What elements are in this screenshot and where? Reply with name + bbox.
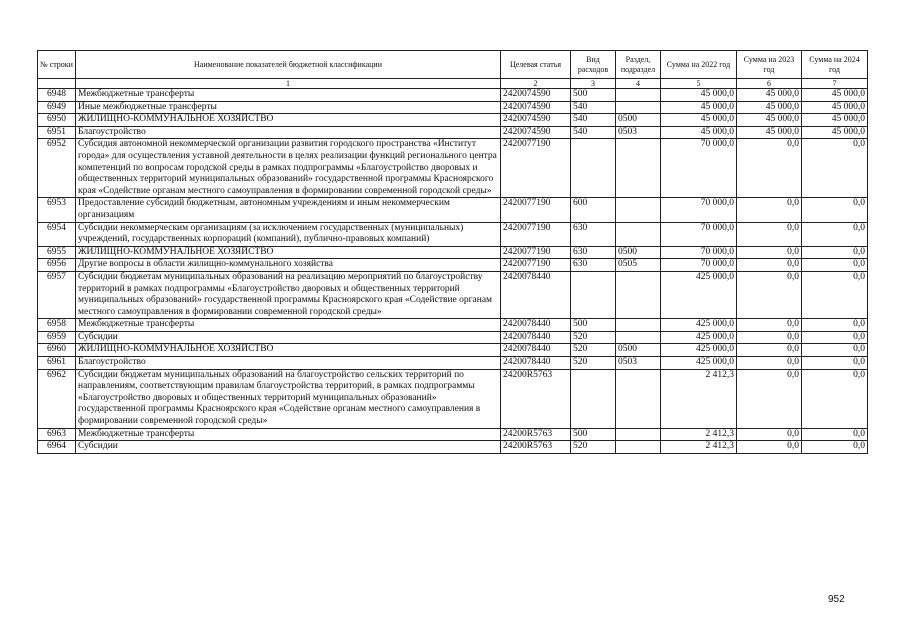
cell-expense-type	[571, 139, 616, 198]
cell-row-number: 6964	[38, 441, 76, 454]
table-row	[38, 89, 868, 102]
cell-target-article: 2420074590	[501, 114, 571, 127]
cell-sum-2023: 0,0	[737, 441, 802, 454]
cell-expense-type: 630	[571, 246, 616, 259]
cell-section	[616, 89, 661, 102]
table-row	[38, 114, 868, 127]
cell-sum-2023: 0,0	[737, 319, 802, 332]
cell-expense-type	[571, 271, 616, 318]
cell-indicator-name: ЖИЛИЩНО-КОММУНАЛЬНОЕ ХОЗЯЙСТВО	[76, 246, 501, 259]
cell-sum-2022: 45 000,0	[661, 101, 737, 114]
cell-target-article: 2420077190	[501, 259, 571, 272]
cell-sum-2023: 45 000,0	[737, 114, 802, 127]
cell-row-number: 6962	[38, 369, 76, 428]
cell-expense-type: 520	[571, 331, 616, 344]
header-sum-2022: Сумма на 2022 год	[661, 51, 737, 79]
cell-sum-2024: 0,0	[802, 319, 868, 332]
cell-expense-type: 630	[571, 222, 616, 246]
cell-sum-2023: 45 000,0	[737, 89, 802, 102]
cell-expense-type: 500	[571, 89, 616, 102]
cell-sum-2023: 0,0	[737, 246, 802, 259]
cell-indicator-name: Межбюджетные трансферты	[76, 89, 501, 102]
cell-sum-2022: 70 000,0	[661, 139, 737, 198]
table-row	[38, 126, 868, 139]
header-target: Целевая статья	[501, 51, 571, 79]
table-row	[38, 101, 868, 114]
cell-sum-2022: 425 000,0	[661, 271, 737, 318]
cell-sum-2024: 45 000,0	[802, 114, 868, 127]
table-row	[38, 369, 868, 428]
cell-target-article: 2420074590	[501, 126, 571, 139]
cell-row-number: 6950	[38, 114, 76, 127]
cell-sum-2023: 0,0	[737, 357, 802, 370]
table-row	[38, 271, 868, 318]
cell-row-number: 6959	[38, 331, 76, 344]
column-number: 2	[501, 79, 571, 89]
cell-row-number: 6954	[38, 222, 76, 246]
cell-section: 0505	[616, 259, 661, 272]
cell-expense-type: 500	[571, 319, 616, 332]
cell-indicator-name: Межбюджетные трансферты	[76, 319, 501, 332]
header-sum-2023: Сумма на 2023 год	[737, 51, 802, 79]
cell-expense-type: 630	[571, 259, 616, 272]
cell-sum-2024: 0,0	[802, 344, 868, 357]
cell-row-number: 6960	[38, 344, 76, 357]
cell-section	[616, 139, 661, 198]
cell-row-number: 6957	[38, 271, 76, 318]
cell-sum-2023: 0,0	[737, 198, 802, 222]
cell-sum-2024: 45 000,0	[802, 89, 868, 102]
cell-sum-2022: 70 000,0	[661, 259, 737, 272]
cell-sum-2024: 0,0	[802, 428, 868, 441]
column-number	[38, 79, 76, 89]
column-number-row	[38, 79, 868, 89]
cell-indicator-name: Благоустройство	[76, 126, 501, 139]
cell-sum-2024: 0,0	[802, 369, 868, 428]
cell-target-article: 2420077190	[501, 139, 571, 198]
cell-sum-2024: 0,0	[802, 271, 868, 318]
cell-section	[616, 428, 661, 441]
cell-row-number: 6955	[38, 246, 76, 259]
cell-sum-2023: 0,0	[737, 139, 802, 198]
table-row	[38, 357, 868, 370]
table-row	[38, 139, 868, 198]
header-sum-2024: Сумма на 2024 год	[802, 51, 868, 79]
cell-row-number: 6963	[38, 428, 76, 441]
cell-sum-2022: 45 000,0	[661, 114, 737, 127]
cell-expense-type: 540	[571, 126, 616, 139]
cell-section	[616, 222, 661, 246]
column-number: 3	[571, 79, 616, 89]
cell-sum-2024: 0,0	[802, 246, 868, 259]
cell-row-number: 6948	[38, 89, 76, 102]
header-name: Наименование показателей бюджетной классификации	[76, 51, 501, 79]
cell-row-number: 6949	[38, 101, 76, 114]
cell-sum-2022: 2 412,3	[661, 441, 737, 454]
cell-sum-2023: 0,0	[737, 428, 802, 441]
cell-sum-2024: 0,0	[802, 222, 868, 246]
cell-section: 0503	[616, 357, 661, 370]
column-number: 4	[616, 79, 661, 89]
cell-sum-2022: 425 000,0	[661, 331, 737, 344]
cell-sum-2024: 0,0	[802, 259, 868, 272]
cell-indicator-name: Субсидии бюджетам муниципальных образований на благоустройство сельских территорий по направлениям, соответствующим правилам благоустройства территорий, в рамках подпрограммы «Благоустройство дворовых и общественных территорий муниципальных образований» государственной программы Красноярского края «Содействие органам местного самоуправления в формировании современной городской среды»	[76, 369, 501, 428]
cell-expense-type: 520	[571, 441, 616, 454]
cell-sum-2024: 45 000,0	[802, 101, 868, 114]
cell-indicator-name: Субсидии некоммерческим организациям (за исключением государственных (муниципальных) учреждений, государственных корпораций (компаний), публично-правовых компаний)	[76, 222, 501, 246]
cell-section	[616, 331, 661, 344]
cell-indicator-name: Предоставление субсидий бюджетным, автономным учреждениям и иным некоммерческим организациям	[76, 198, 501, 222]
cell-sum-2022: 70 000,0	[661, 198, 737, 222]
cell-section: 0500	[616, 246, 661, 259]
cell-expense-type: 520	[571, 344, 616, 357]
cell-row-number: 6953	[38, 198, 76, 222]
cell-indicator-name: Благоустройство	[76, 357, 501, 370]
cell-sum-2024: 45 000,0	[802, 126, 868, 139]
cell-section	[616, 101, 661, 114]
cell-target-article: 24200R5763	[501, 441, 571, 454]
cell-target-article: 2420078440	[501, 331, 571, 344]
cell-section: 0503	[616, 126, 661, 139]
cell-target-article: 2420078440	[501, 344, 571, 357]
column-number: 5	[661, 79, 737, 89]
cell-sum-2022: 425 000,0	[661, 344, 737, 357]
cell-target-article: 2420078440	[501, 319, 571, 332]
cell-sum-2023: 0,0	[737, 271, 802, 318]
cell-sum-2022: 2 412,3	[661, 428, 737, 441]
table-row	[38, 428, 868, 441]
header-razdel: Раздел, подраздел	[616, 51, 661, 79]
cell-sum-2023: 45 000,0	[737, 101, 802, 114]
cell-target-article: 2420077190	[501, 222, 571, 246]
header-vid: Вид расходов	[571, 51, 616, 79]
cell-target-article: 2420077190	[501, 198, 571, 222]
cell-indicator-name: ЖИЛИЩНО-КОММУНАЛЬНОЕ ХОЗЯЙСТВО	[76, 344, 501, 357]
cell-expense-type: 540	[571, 101, 616, 114]
cell-target-article: 2420077190	[501, 246, 571, 259]
cell-indicator-name: Субсидия автономной некоммерческой организации развития городского пространства «Институт города» для осуществления уставной деятельности в целях реализации функций регионального центра компетенций по вопросам городской среды в рамках подпрограммы «Благоустройство дворовых и общественных территорий муниципальных образований» государственной программы Красноярского края «Содействие органам местного самоуправления в формировании современной городской среды»	[76, 139, 501, 198]
cell-target-article: 2420078440	[501, 357, 571, 370]
cell-indicator-name: Субсидии	[76, 331, 501, 344]
cell-sum-2022: 45 000,0	[661, 126, 737, 139]
column-number: 6	[737, 79, 802, 89]
cell-sum-2023: 0,0	[737, 259, 802, 272]
cell-target-article: 24200R5763	[501, 428, 571, 441]
cell-section	[616, 271, 661, 318]
cell-sum-2024: 0,0	[802, 441, 868, 454]
table-row	[38, 246, 868, 259]
cell-section	[616, 319, 661, 332]
cell-sum-2023: 0,0	[737, 222, 802, 246]
cell-row-number: 6961	[38, 357, 76, 370]
cell-sum-2024: 0,0	[802, 331, 868, 344]
cell-target-article: 2420074590	[501, 89, 571, 102]
cell-expense-type: 600	[571, 198, 616, 222]
cell-sum-2022: 70 000,0	[661, 246, 737, 259]
cell-sum-2023: 0,0	[737, 369, 802, 428]
cell-expense-type	[571, 369, 616, 428]
cell-sum-2024: 0,0	[802, 357, 868, 370]
cell-sum-2023: 0,0	[737, 344, 802, 357]
table-row	[38, 222, 868, 246]
table-row	[38, 259, 868, 272]
cell-section: 0500	[616, 114, 661, 127]
table-row	[38, 319, 868, 332]
cell-indicator-name: Межбюджетные трансферты	[76, 428, 501, 441]
cell-sum-2023: 0,0	[737, 331, 802, 344]
cell-indicator-name: ЖИЛИЩНО-КОММУНАЛЬНОЕ ХОЗЯЙСТВО	[76, 114, 501, 127]
cell-indicator-name: Субсидии	[76, 441, 501, 454]
cell-indicator-name: Иные межбюджетные трансферты	[76, 101, 501, 114]
cell-expense-type: 520	[571, 357, 616, 370]
column-number: 7	[802, 79, 868, 89]
column-number: 1	[76, 79, 501, 89]
page-number: 952	[828, 594, 845, 605]
cell-target-article: 2420078440	[501, 271, 571, 318]
cell-target-article: 2420074590	[501, 101, 571, 114]
cell-sum-2023: 45 000,0	[737, 126, 802, 139]
cell-target-article: 24200R5763	[501, 369, 571, 428]
budget-table	[37, 50, 868, 454]
table-row	[38, 441, 868, 454]
cell-row-number: 6952	[38, 139, 76, 198]
cell-row-number: 6958	[38, 319, 76, 332]
cell-row-number: 6951	[38, 126, 76, 139]
table-row	[38, 198, 868, 222]
cell-section	[616, 198, 661, 222]
cell-section: 0500	[616, 344, 661, 357]
cell-row-number: 6956	[38, 259, 76, 272]
cell-sum-2024: 0,0	[802, 198, 868, 222]
cell-indicator-name: Субсидии бюджетам муниципальных образований на реализацию мероприятий по благоустройству территорий в рамках подпрограммы «Благоустройство дворовых и общественных территорий муниципальных образований» государственной программы Красноярского края «Содействие органам местного самоуправления в формировании современной городской среды»	[76, 271, 501, 318]
cell-sum-2022: 70 000,0	[661, 222, 737, 246]
cell-sum-2022: 425 000,0	[661, 357, 737, 370]
table-row	[38, 331, 868, 344]
header-num: № строки	[38, 51, 76, 79]
cell-indicator-name: Другие вопросы в области жилищно-коммунального хозяйства	[76, 259, 501, 272]
header-row	[38, 51, 868, 79]
cell-sum-2022: 2 412,3	[661, 369, 737, 428]
cell-sum-2024: 0,0	[802, 139, 868, 198]
cell-expense-type: 500	[571, 428, 616, 441]
cell-section	[616, 441, 661, 454]
cell-section	[616, 369, 661, 428]
cell-expense-type: 540	[571, 114, 616, 127]
table-row	[38, 344, 868, 357]
cell-sum-2022: 425 000,0	[661, 319, 737, 332]
cell-sum-2022: 45 000,0	[661, 89, 737, 102]
